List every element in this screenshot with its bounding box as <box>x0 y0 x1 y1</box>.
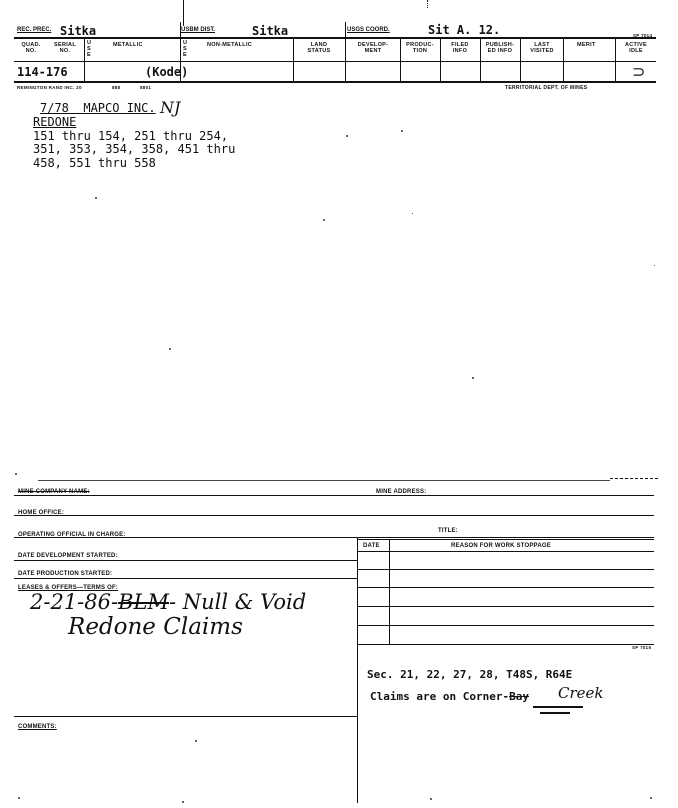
col-merit: MERIT <box>577 42 596 48</box>
mine-company-name-label: MINE COMPANY NAME: <box>18 489 90 495</box>
col-non-metallic: NON-METALLIC <box>207 42 253 48</box>
form-code-bottom: SP 7015 <box>632 645 652 650</box>
notes-line-3: 151 thru 154, 251 thru 254, <box>33 129 229 143</box>
col-published-info: PUBLISH-ED INFO <box>485 42 515 54</box>
handwritten-struck: BLM <box>118 590 169 614</box>
col-development: DEVELOP-MENT <box>357 42 389 54</box>
metallic-value: (Kode) <box>145 65 189 79</box>
claims-location-handwritten: Creek <box>558 684 604 702</box>
usgs-coord-label: USGS COORD. <box>347 27 390 33</box>
leases-offers-label: LEASES & OFFERS—TERMS OF: <box>18 585 119 591</box>
handwritten-line-2: Redone Claims <box>68 614 243 640</box>
col-filed-info: FILED INFO <box>451 42 469 54</box>
printer-code-1: 888 <box>112 85 121 90</box>
notes-line-4: 351, 353, 354, 358, 451 thru <box>33 142 236 156</box>
col-metallic-s: S <box>87 46 91 52</box>
active-mark: ⊃ <box>632 64 646 81</box>
col-nonmetallic-e: E <box>183 52 187 58</box>
mine-address-label: MINE ADDRESS: <box>376 489 427 495</box>
claims-location-text: Claims are on Corner <box>370 690 503 703</box>
date-col-header: DATE <box>363 543 380 549</box>
form-code-top: SP 7014 <box>633 33 653 38</box>
handwritten-null-void: - Null & Void <box>168 590 307 614</box>
date-production-label: DATE PRODUCTION STARTED: <box>18 571 113 577</box>
rec-prec-value: Sitka <box>60 24 97 38</box>
claims-location: Claims are on Corner-Bay <box>370 690 529 703</box>
col-metallic-e: E <box>87 52 91 58</box>
col-land-status: LAND STATUS <box>307 42 331 54</box>
handwritten-date: 2-21-86- <box>30 590 119 614</box>
comments-label: COMMENTS: <box>18 724 57 730</box>
section-location: Sec. 21, 22, 27, 28, T48S, R64E <box>367 668 573 681</box>
serial-value: 114-176 <box>17 65 68 79</box>
usgs-coord-value: Sit A. 12. <box>428 23 501 37</box>
date-development-label: DATE DEVELOPMENT STARTED: <box>18 553 118 559</box>
notes-line-5: 458, 551 thru 558 <box>33 156 156 170</box>
col-active-idle: ACTIVE IDLE <box>625 42 647 54</box>
printer-code-2: 8801 <box>140 85 152 90</box>
col-last-visited: LAST VISITED <box>530 42 554 54</box>
notes-line-1: 7/78 MAPCO INC. <box>40 101 156 115</box>
reason-col-header: REASON FOR WORK STOPPAGE <box>451 543 551 549</box>
col-serial-no: SERIAL NO. <box>54 42 76 54</box>
operating-official-label: OPERATING OFFICIAL IN CHARGE: <box>18 532 126 538</box>
claims-location-struck: Bay <box>509 690 529 703</box>
col-nonmetallic-u: U <box>183 40 188 46</box>
printer-label: REMINGTON RAND INC. 20 <box>17 85 82 90</box>
usbm-dist-value: Sitka <box>252 24 289 38</box>
col-metallic-u: U <box>87 40 92 46</box>
title-label: TITLE: <box>438 528 458 534</box>
home-office-label: HOME OFFICE: <box>18 510 65 516</box>
usbm-dist-label: USBM DIST. <box>181 27 216 33</box>
col-nonmetallic-s: S <box>183 46 187 52</box>
rec-prec-label: REC. PREC. <box>17 27 52 33</box>
col-metallic: METALLIC <box>113 42 143 48</box>
notes-initials: NJ <box>160 98 181 117</box>
handwritten-line-1 <box>30 590 306 614</box>
col-quad-no: QUAD. NO. <box>21 42 41 54</box>
notes-line-2: REDONE <box>33 115 77 129</box>
col-production: PRODUC-TION <box>406 42 434 54</box>
dept-label: TERRITORIAL DEPT. OF MINES <box>505 85 588 91</box>
